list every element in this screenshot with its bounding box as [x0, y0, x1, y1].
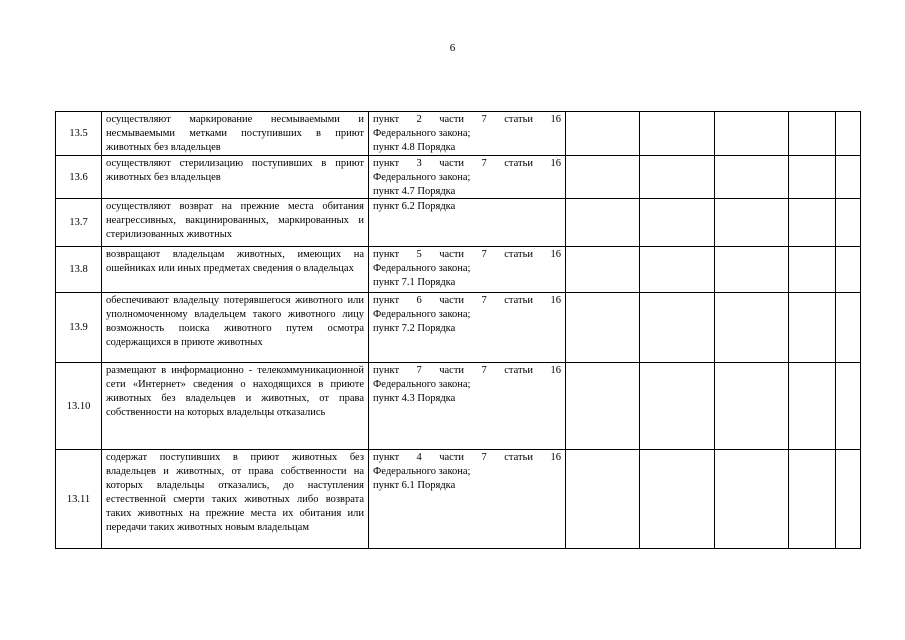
reference-word: статьи: [504, 157, 533, 169]
table-row: [56, 112, 861, 156]
empty-cell: [836, 247, 861, 293]
empty-cell: [566, 450, 640, 549]
reference-lead-line: [373, 113, 561, 127]
reference-word: части: [439, 365, 465, 377]
empty-cell: [789, 450, 836, 549]
reference-line: пункт 6.1 Порядка: [373, 480, 456, 492]
empty-cell: [715, 155, 789, 199]
requirement-text: осуществляют стерилизацию поступивших в приют животных без владельцев: [102, 155, 369, 199]
row-number: 13.8: [56, 247, 102, 293]
row-number: 13.10: [56, 363, 102, 450]
reference-word: 16: [550, 452, 561, 464]
reference-word: пункт: [373, 249, 400, 261]
requirement-text: осуществляют возврат на прежние места обитания неагрессивных, вакцинированных, маркированных и стерилизованных животных: [102, 199, 369, 247]
table-row: [56, 155, 861, 199]
empty-cell: [715, 247, 789, 293]
page-number: 6: [449, 42, 456, 54]
reference-line: пункт 7.2 Порядка: [373, 323, 456, 335]
table-row: [56, 293, 861, 363]
reference-word: части: [439, 157, 465, 169]
empty-cell: [640, 363, 715, 450]
empty-cell: [566, 247, 640, 293]
empty-cell: [836, 293, 861, 363]
empty-cell: [566, 363, 640, 450]
reference-word: 2: [416, 114, 422, 125]
empty-cell: [836, 112, 861, 156]
reference-line: Федерального закона;: [373, 263, 471, 275]
reference-word: 7: [416, 365, 422, 377]
reference-word: части: [439, 295, 465, 307]
empty-cell: [836, 450, 861, 549]
empty-cell: [715, 363, 789, 450]
legal-reference: [369, 155, 566, 199]
reference-word: пункт: [373, 295, 400, 307]
requirement-text: обеспечивают владельцу потерявшегося животного или уполномоченному владельцем такого животного лицу возможность поиска животного путем осмотра содержащихся в приюте животных: [102, 293, 369, 363]
empty-cell: [836, 155, 861, 199]
reference-word: пункт: [373, 114, 400, 125]
empty-cell: [566, 112, 640, 156]
reference-word: пункт: [373, 157, 400, 169]
reference-word: 16: [550, 114, 561, 125]
empty-cell: [836, 363, 861, 450]
empty-cell: [715, 293, 789, 363]
row-number: 13.9: [56, 293, 102, 363]
empty-cell: [715, 450, 789, 549]
row-number: 13.5: [56, 112, 102, 156]
reference-word: 6: [416, 295, 422, 307]
reference-word: статьи: [504, 452, 533, 464]
reference-word: 7: [481, 295, 487, 307]
reference-lead-line: [373, 248, 561, 262]
legal-reference: [369, 112, 566, 156]
reference-lead-line: [373, 157, 561, 171]
reference-line: Федерального закона;: [373, 379, 471, 391]
legal-reference: [369, 247, 566, 293]
reference-line: пункт 4.7 Порядка: [373, 185, 456, 197]
empty-cell: [715, 112, 789, 156]
reference-line: пункт 4.8 Порядка: [373, 141, 456, 153]
reference-word: пункт: [373, 365, 400, 377]
row-number: 13.11: [56, 450, 102, 549]
table-row: [56, 450, 861, 549]
reference-word: 16: [550, 365, 561, 377]
reference-lead-line: [373, 451, 561, 465]
reference-word: статьи: [504, 249, 533, 261]
row-number: 13.7: [56, 199, 102, 247]
empty-cell: [836, 199, 861, 247]
empty-cell: [640, 112, 715, 156]
empty-cell: [789, 247, 836, 293]
reference-word: статьи: [504, 295, 533, 307]
empty-cell: [640, 199, 715, 247]
reference-line: Федерального закона;: [373, 171, 471, 183]
empty-cell: [789, 363, 836, 450]
reference-lead-line: [373, 364, 561, 378]
empty-cell: [566, 199, 640, 247]
reference-word: 7: [481, 157, 487, 169]
reference-lead-line: [373, 294, 561, 308]
requirement-text: размещают в информационно - телекоммуникационной сети «Интернет» сведения о находящихся в приюте животных без владельцев и животных, от права собственности на которых владельцы отказались: [102, 363, 369, 450]
reference-line: Федерального закона;: [373, 466, 471, 478]
reference-line: Федерального закона;: [373, 127, 471, 139]
checklist-table: [55, 111, 861, 549]
table-row: [56, 363, 861, 450]
requirement-text: возвращают владельцам животных, имеющих на ошейниках или иных предметах сведения о владельцах: [102, 247, 369, 293]
reference-word: части: [439, 114, 465, 125]
reference-line: Федерального закона;: [373, 309, 471, 321]
empty-cell: [566, 293, 640, 363]
reference-line: пункт 4.3 Порядка: [373, 393, 456, 405]
reference-word: части: [439, 249, 465, 261]
empty-cell: [789, 199, 836, 247]
empty-cell: [789, 112, 836, 156]
empty-cell: [640, 293, 715, 363]
requirement-text: содержат поступивших в приют животных без владельцев и животных, от права собственности на которых владельцы отказались, до наступления естественной смерти таких животных либо возврата таких животных на прежние места их обитания или передачи таких животных новым владельцам: [102, 450, 369, 549]
reference-line: пункт 6.2 Порядка: [373, 201, 456, 213]
empty-cell: [789, 155, 836, 199]
reference-word: пункт: [373, 452, 400, 464]
reference-word: статьи: [504, 114, 533, 125]
empty-cell: [789, 293, 836, 363]
row-number: 13.6: [56, 155, 102, 199]
reference-word: 16: [550, 157, 561, 169]
empty-cell: [640, 155, 715, 199]
reference-word: 5: [416, 249, 422, 261]
empty-cell: [640, 247, 715, 293]
reference-word: 16: [550, 249, 561, 261]
reference-word: 7: [481, 249, 487, 261]
reference-word: 7: [481, 365, 487, 377]
legal-reference: [369, 450, 566, 549]
reference-word: 16: [550, 295, 561, 307]
reference-word: 7: [481, 452, 487, 464]
table-row: [56, 199, 861, 247]
reference-word: 3: [416, 157, 422, 169]
legal-reference: [369, 293, 566, 363]
reference-word: статьи: [504, 365, 533, 377]
requirement-text: осуществляют маркирование несмываемыми и несмываемыми метками поступивших в приют животных без владельцев: [102, 112, 369, 156]
legal-reference: [369, 199, 566, 247]
reference-word: 4: [416, 452, 422, 464]
empty-cell: [715, 199, 789, 247]
reference-word: 7: [481, 114, 487, 125]
empty-cell: [640, 450, 715, 549]
reference-word: части: [439, 452, 465, 464]
reference-line: пункт 7.1 Порядка: [373, 277, 456, 289]
empty-cell: [566, 155, 640, 199]
legal-reference: [369, 363, 566, 450]
table-row: [56, 247, 861, 293]
